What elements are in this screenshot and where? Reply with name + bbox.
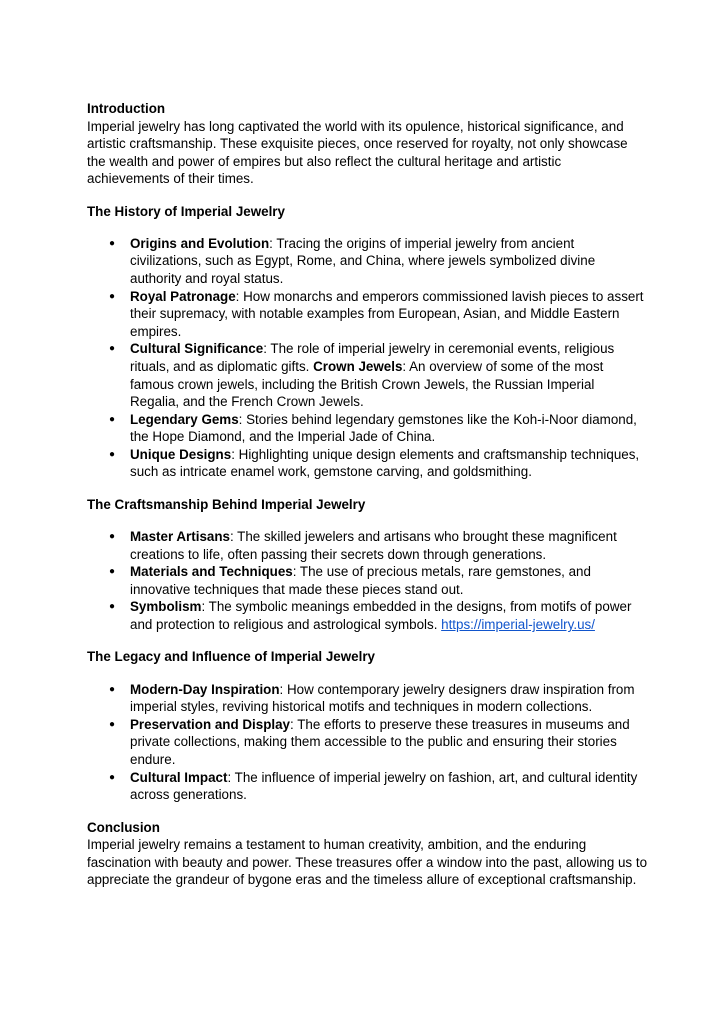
item-text: : The symbolic meanings embedded in the designs, from motifs of power and protection to religious and astrological symbols. bbox=[130, 599, 632, 633]
bullet-icon: ● bbox=[109, 771, 116, 783]
list-item bbox=[87, 716, 647, 769]
item-text: : Stories behind legendary gemstones like the Koh-i-Noor diamond, the Hope Diamond, and the Imperial Jade of China. bbox=[130, 411, 637, 445]
item-text: : The efforts to preserve these treasures in museums and private collections, making them accessible to the public and ensuring their stories endure. bbox=[130, 716, 630, 767]
bullet-icon: ● bbox=[109, 237, 116, 249]
history-heading: The History of Imperial Jewelry bbox=[87, 203, 285, 219]
bullet-icon: ● bbox=[109, 413, 116, 425]
list-item bbox=[87, 446, 647, 481]
item-text: : Tracing the origins of imperial jewelry from ancient civilizations, such as Egypt, Rome, and China, where jewels symbolized divine authority and royal status. bbox=[130, 235, 596, 286]
item-label: Materials and Techniques bbox=[130, 564, 293, 580]
item-text: : The influence of imperial jewelry on fashion, art, and cultural identity across generations. bbox=[130, 769, 638, 803]
item-label: Modern-Day Inspiration bbox=[130, 681, 280, 697]
item-text: : The use of precious metals, rare gemstones, and innovative techniques that made these pieces stand out. bbox=[130, 564, 591, 597]
item-label: Symbolism bbox=[130, 599, 202, 615]
intro-heading: Introduction bbox=[87, 101, 166, 116]
item-label: Origins and Evolution bbox=[130, 235, 270, 251]
bullet-icon: ● bbox=[109, 343, 116, 355]
list-item bbox=[87, 563, 647, 598]
craft-list bbox=[87, 528, 647, 634]
conclusion-paragraph: Imperial jewelry remains a testament to human creativity, ambition, and the enduring fascination with beauty and power. These treasures offer a window into the past, allowing us to appreciate the grandeur of bygone eras and the timeless allure of exceptional craftsmanship. bbox=[87, 837, 648, 888]
intro-paragraph: Imperial jewelry has long captivated the world with its opulence, historical significance, and artistic craftsmanship. These exquisite pieces, once reserved for royalty, not only showcase the wealth and power of empires but also reflect the cultural heritage and artistic achievements of their times. bbox=[87, 118, 628, 187]
item-label-secondary: Crown Jewels bbox=[313, 358, 403, 374]
bullet-icon: ● bbox=[109, 683, 116, 695]
bullet-icon: ● bbox=[109, 601, 116, 613]
history-list bbox=[87, 235, 647, 481]
item-label: Cultural Significance bbox=[130, 341, 264, 357]
list-item bbox=[87, 288, 647, 341]
bullet-icon: ● bbox=[109, 566, 116, 578]
item-text: : Highlighting unique design elements and craftsmanship techniques, such as intricate enamel work, gemstone carving, and goldsmithing. bbox=[130, 446, 640, 480]
legacy-list bbox=[87, 681, 647, 804]
craft-heading: The Craftsmanship Behind Imperial Jewelry bbox=[87, 496, 366, 512]
intro-section bbox=[87, 100, 647, 188]
list-item bbox=[87, 598, 647, 633]
document-page bbox=[87, 100, 647, 889]
legacy-heading: The Legacy and Influence of Imperial Jewelry bbox=[87, 649, 375, 665]
item-label: Legendary Gems bbox=[130, 411, 239, 427]
bullet-icon: ● bbox=[109, 531, 116, 543]
legacy-section bbox=[87, 648, 647, 803]
conclusion-section bbox=[87, 819, 647, 889]
item-text: : The skilled jewelers and artisans who brought these magnificent creations to life, often passing their secrets down through generations. bbox=[130, 529, 617, 562]
item-text: : How monarchs and emperors commissioned lavish pieces to assert their supremacy, with notable examples from European, Asian, and Middle Eastern empires. bbox=[130, 288, 644, 339]
item-label: Unique Designs bbox=[130, 446, 232, 462]
list-item bbox=[87, 340, 647, 410]
list-item bbox=[87, 235, 647, 288]
list-item bbox=[87, 769, 647, 804]
list-item bbox=[87, 411, 647, 446]
bullet-icon: ● bbox=[109, 290, 116, 302]
imperial-jewelry-link[interactable]: https://imperial-jewelry.us/ bbox=[441, 617, 595, 633]
craft-section bbox=[87, 496, 647, 634]
list-item bbox=[87, 528, 647, 563]
list-item bbox=[87, 681, 647, 716]
history-section bbox=[87, 203, 647, 482]
item-label: Cultural Impact bbox=[130, 769, 228, 785]
item-text: : The role of imperial jewelry in ceremonial events, religious rituals, and as diplomatic gifts. bbox=[130, 341, 615, 374]
item-text-secondary: : An overview of some of the most famous crown jewels, including the British Crown Jewels, the Russian Imperial Regalia, and the French Crown Jewels. bbox=[130, 358, 604, 410]
item-label: Preservation and Display bbox=[130, 716, 291, 732]
item-text: : How contemporary jewelry designers draw inspiration from imperial styles, reviving historical motifs and techniques in modern collections. bbox=[130, 681, 635, 715]
bullet-icon: ● bbox=[109, 448, 116, 460]
conclusion-heading: Conclusion bbox=[87, 819, 160, 835]
item-label: Royal Patronage bbox=[130, 288, 236, 304]
bullet-icon: ● bbox=[109, 718, 116, 730]
item-label: Master Artisans bbox=[130, 529, 230, 545]
